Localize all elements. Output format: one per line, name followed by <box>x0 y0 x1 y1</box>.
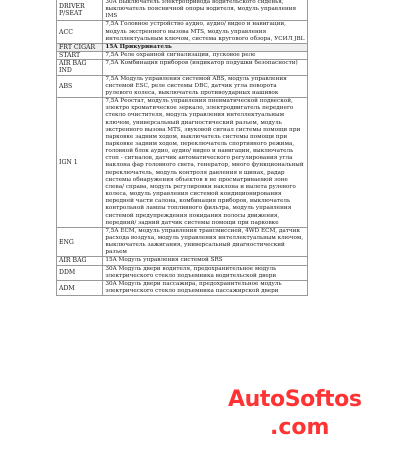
table-row <box>57 43 308 51</box>
fuse-code-cell: ADM <box>57 280 103 295</box>
table-row <box>57 60 308 75</box>
fuse-code-cell: FRT CIGAR <box>57 43 103 51</box>
fuse-description-cell: 15A Модуль управления системой SRS <box>103 257 308 265</box>
fuse-code-cell: START <box>57 52 103 60</box>
table-row <box>57 98 308 228</box>
fuse-description-cell: 30A Модуль двери пассажира, предохранительное модуль электрического стекло подъемника пассажирской двери <box>103 280 308 295</box>
fuse-code-cell: IGN 1 <box>57 98 103 228</box>
fuse-table-body <box>57 0 308 296</box>
table-row <box>57 0 308 21</box>
fuse-description-cell: 7,5A Реостат, модуль управления пневматической подвеской, электро хроматическое зеркало, электродвигатель переднего стекло очистителя, модуль управления интеллектуальным ключом, универсальный диагностический разъем, модуль экстренного вызова MTS, звуковой сигнал системы помощи при парковке задним ходом, выключатель системы помощи при парковке задним ходом, переключатель спортивного режима, головной блок аудио, аудио/ видео и навигации, выключатель стоп - сигналов, датчик автоматического регулирования угла наклона фар головного света, генератор, много функциональный переключатель, модуль контроля давления в шинах, радар системы обнаружения объектов в не просматриваемой зоне слева/ справа, модуль регулировки наклона и вылета рулевого колеса, модуль управления системой кондиционирования передней части салона, комбинация приборов, выключатель контрольной лампы топливного фильтра, модуль управления системой предупреждения покидания полосы движения, передний/ задний датчик системы помощи при парковке <box>103 98 308 228</box>
table-row <box>57 257 308 265</box>
fuse-description-cell: 30A Выключатель электропривода водительского сиденья, выключатель поясничной опоры водителя, модуль управления IMS <box>103 0 308 21</box>
fuse-code-cell: ENG <box>57 227 103 257</box>
fuse-code-cell: DRIVER P/SEAT <box>57 0 103 21</box>
fuse-code-cell: ABS <box>57 75 103 97</box>
fuse-code-cell: ACC <box>57 21 103 43</box>
table-row <box>57 265 308 280</box>
watermark-logo <box>228 387 406 447</box>
fuse-description-cell: 7,5A ECM, модуль управления трансмиссией, 4WD ECM, датчик расхода воздуха, модуль управления интеллектуальным ключом, выключатель зажигания, универсальный диагностический разъем <box>103 227 308 257</box>
fuse-code-cell: AIR BAG IND <box>57 60 103 75</box>
fuse-description-cell: 7,5A Головное устройство аудио, аудио/ видео и навигации, модуль экстренного вызова MTS, модуль управления интеллектуальным ключом, система кругового обзора, УСИЛ JBL <box>103 21 308 43</box>
fuse-description-cell: 7,5A Комбинация приборов (индикатор подушки безопасности) <box>103 60 308 75</box>
table-row <box>57 52 308 60</box>
fuse-description-cell: 7,5A Модуль управления системой ABS, модуль управления системой ESC, реле системы DBC, датчик угла поворота рулевого колеса, выключатель противоударных нашивок <box>103 75 308 97</box>
watermark-line-2: .com <box>270 415 330 440</box>
fuse-code-cell: AIR BAG <box>57 257 103 265</box>
table-row <box>57 21 308 43</box>
fuse-description-cell: 30A Модуль двери водителя, предохранительное модуль электрического стекло подъемника водительской двери <box>103 265 308 280</box>
table-row <box>57 75 308 97</box>
fuse-description-cell: 7,5A Реле охранной сигнализации, пусковое реле <box>103 52 308 60</box>
table-row <box>57 227 308 257</box>
watermark-line-1: AutoSoftos <box>228 387 362 412</box>
table-row <box>57 280 308 295</box>
fuse-table <box>56 0 308 296</box>
fuse-code-cell: DDM <box>57 265 103 280</box>
fuse-description-cell: 15A Прикуриватель <box>103 43 308 51</box>
